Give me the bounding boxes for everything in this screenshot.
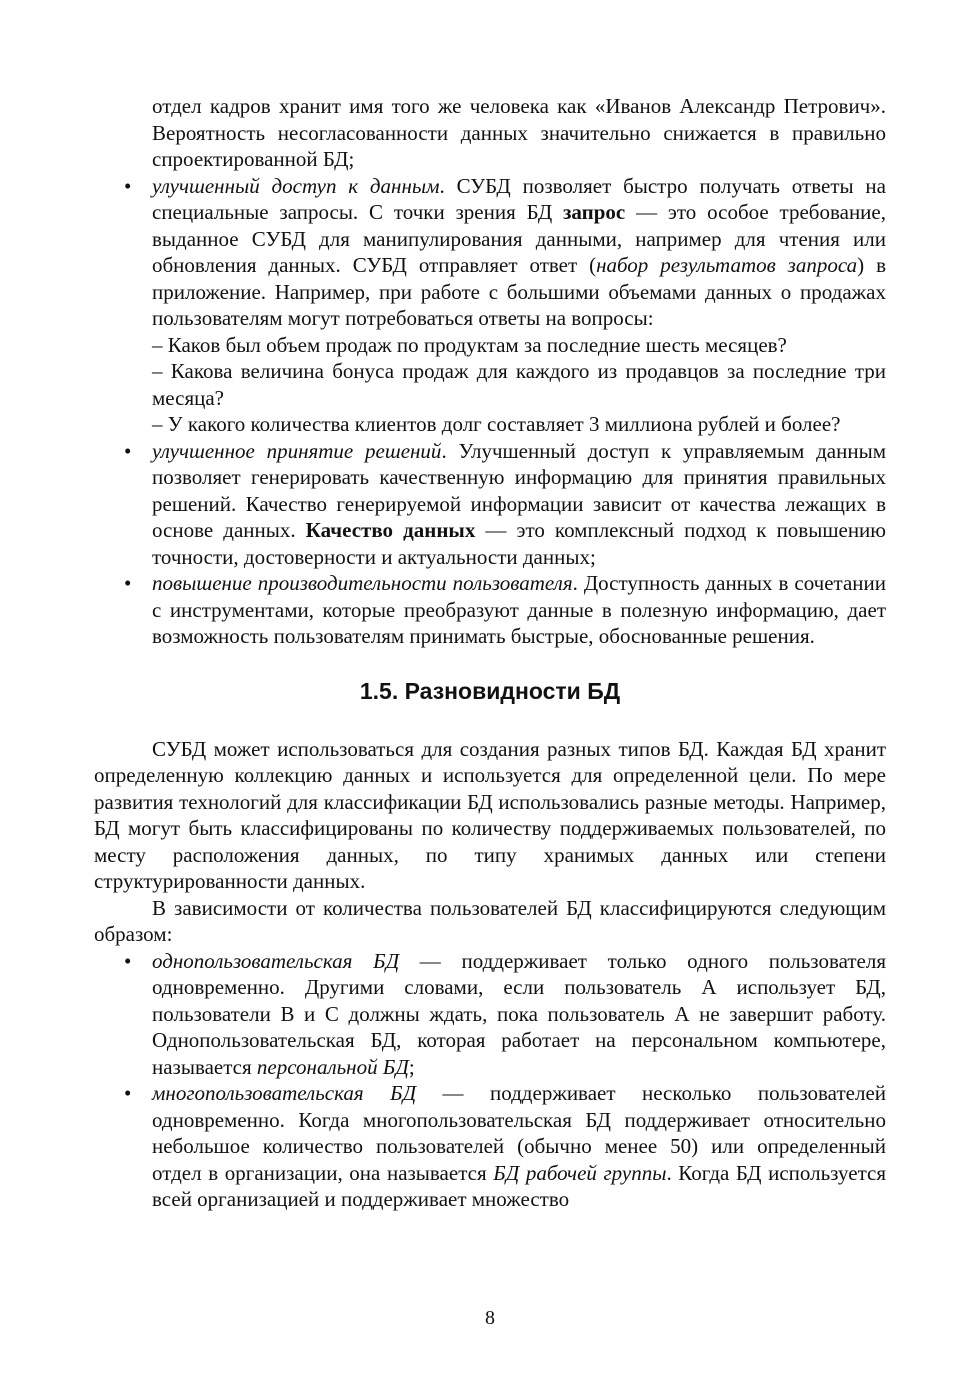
- term-italic: многопользовательская БД: [152, 1081, 417, 1105]
- bullet-text: — это особое требование, выданное СУБД для манипулирования данными, например для чтения или обновления данных. СУБД отправляет ответ (: [152, 200, 886, 277]
- section-heading: 1.5. Разновидности БД: [359, 677, 621, 704]
- bullet-dot: •: [124, 438, 132, 463]
- term-italic: однопользовательская БД: [152, 948, 400, 973]
- term-italic: набор результатов запроса: [596, 253, 858, 277]
- term-bold: Качество данных: [305, 518, 476, 542]
- bullet-dot: •: [124, 948, 132, 973]
- page-content: [94, 93, 886, 1213]
- bullet-multi-user: [94, 1080, 886, 1213]
- bullet-dot: •: [124, 1081, 132, 1105]
- bullet-text: — поддерживает только одного пользователя одновременно. Другими словами, если пользователь А использует БД, пользователи В и С должны ждать, пока пользователь А не завершит работу. Однопользовательская БД, которая работает на персональном компьютере, называется: [152, 948, 887, 1079]
- term-italic: улучшенный доступ к данным: [152, 173, 440, 198]
- bullet-productivity: [94, 570, 886, 650]
- bullet-text: ) в приложение. Например, при работе с большими объемами данных о продажах пользователям могут потребоваться ответы на вопросы:: [152, 253, 886, 330]
- question-item: – У какого количества клиентов долг составляет 3 миллиона рублей и более?: [152, 412, 841, 436]
- bullet-single-user: [94, 948, 886, 1081]
- body-paragraph: В зависимости от количества пользователей БД классифицируются следующим образом:: [94, 895, 886, 946]
- page-number: 8: [485, 1307, 495, 1329]
- bullet-text: — это комплексный подход к повышению точности, достоверности и актуальности данных;: [152, 518, 886, 569]
- term-italic: персональной БД: [256, 1054, 409, 1079]
- term-italic: повышение производительности пользователя: [152, 571, 573, 595]
- bullet-text: ;: [408, 1054, 415, 1079]
- bullet-text: . Когда БД используется всей организацией и поддерживает множество: [152, 1160, 886, 1211]
- bullet-text: . СУБД позволяет быстро получать ответы на специальные запросы. С точки зрения БД: [152, 173, 886, 224]
- term-italic: БД рабочей группы: [493, 1160, 667, 1185]
- body-paragraph: СУБД может использоваться для создания разных типов БД. Каждая БД хранит определенную коллекцию данных и используется для определенной цели. По мере развития технологий для классификации БД использовались разные методы. Например, БД могут быть классифицированы по количеству поддерживаемых пользователей, по месту расположения данных, по типу хранимых данных или степени структурированности данных.: [94, 736, 886, 893]
- term-italic: улучшенное принятие решений: [152, 438, 442, 463]
- bullet-text: . Улучшенный доступ к управляемым данным позволяет генерировать качественную информацию для принятия правильных решений. Качество генерируемой информации зависит от качества лежащих в основе данных.: [152, 438, 886, 542]
- continued-paragraph: отдел кадров хранит имя того же человека как «Иванов Александр Петрович». Вероятность несогласованности данных значительно снижается в правильно спроектированной БД;: [152, 94, 886, 171]
- question-item: – Каков был объем продаж по продуктам за последние шесть месяцев?: [152, 332, 787, 357]
- bullet-text: — поддерживает несколько пользователей одновременно. Когда многопользовательская БД поддерживает относительно небольшое количество пользователей (обычно менее 50) или определенный отдел в организации, она называется: [152, 1081, 886, 1185]
- bullet-dot: •: [124, 173, 132, 198]
- question-item: – Какова величина бонуса продаж для каждого из продавцов за последние три месяца?: [152, 359, 886, 410]
- bullet-improved-decisions: [94, 438, 886, 571]
- bullet-improved-access: [94, 173, 886, 332]
- bullet-dot: •: [124, 571, 132, 595]
- term-bold: запрос: [562, 200, 626, 224]
- bullet-text: . Доступность данных в сочетании с инструментами, которые преобразуют данные в полезную информацию, дает возможность пользователям принимать быстрые, обоснованные решения.: [152, 571, 887, 648]
